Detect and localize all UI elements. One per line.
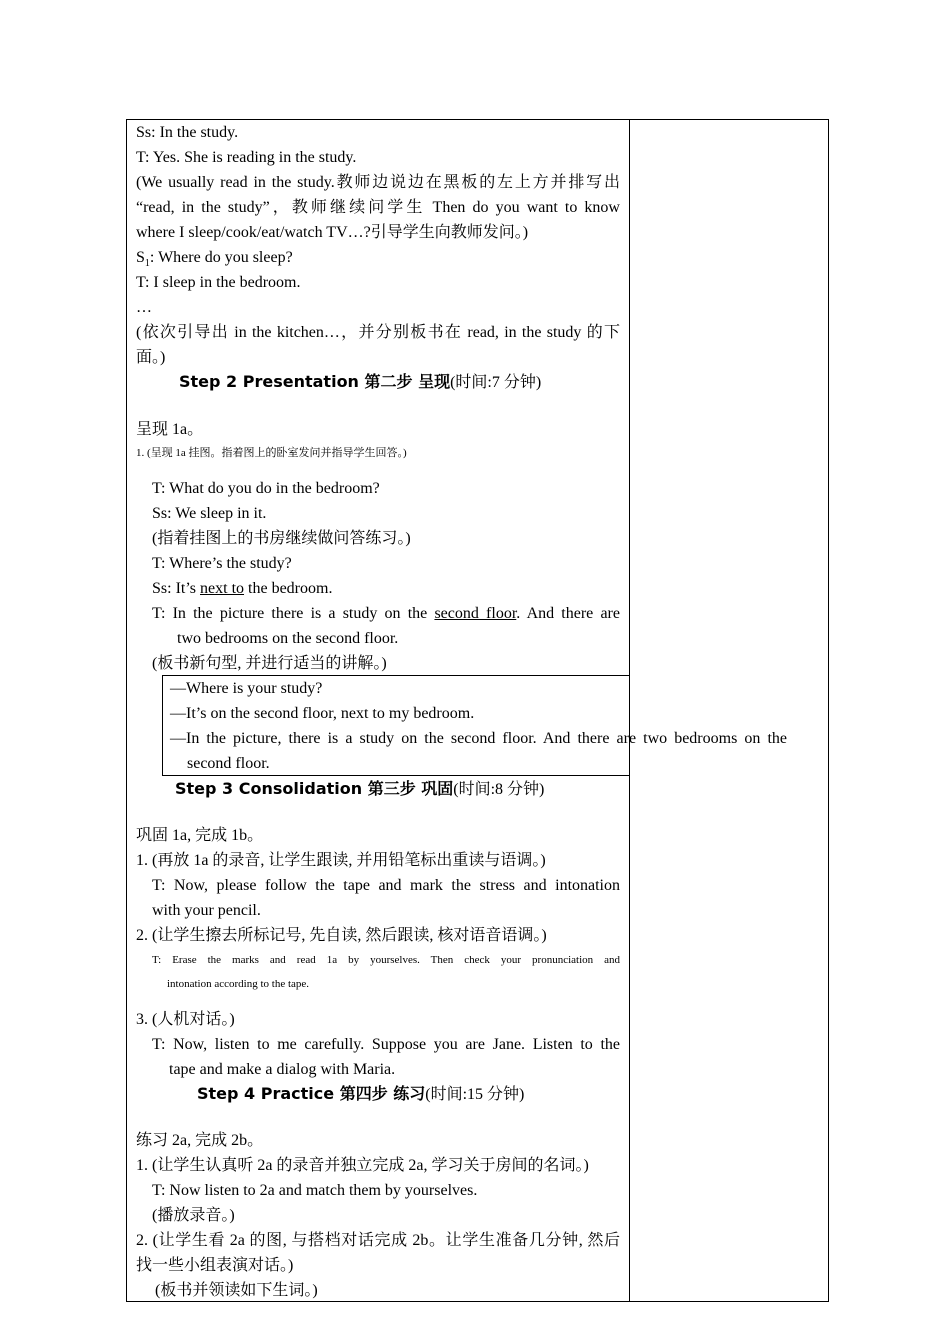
- text-line: Ss: We sleep in it.: [152, 505, 267, 522]
- line-text: . And there are: [516, 605, 620, 622]
- text-line: T: Now listen to 2a and match them by yourselves.: [152, 1182, 478, 1199]
- board-line: —It’s on the second floor, next to my bedroom.: [170, 705, 475, 722]
- board-line: —Where is your study?: [170, 680, 323, 697]
- underlined-phrase: next to: [200, 580, 245, 597]
- text-line: T: Now, please follow the tape and mark the stress and intonation: [152, 877, 620, 894]
- text-line: 练习 2a, 完成 2b。: [136, 1132, 264, 1149]
- step-2-heading: [179, 369, 541, 395]
- text-line: 面。): [136, 349, 166, 366]
- text-line: (指着挂图上的书房继续做问答练习。): [152, 530, 411, 547]
- text-line: 呈现 1a。: [136, 421, 204, 438]
- text-line: tape and make a dialog with Maria.: [169, 1061, 396, 1078]
- board-line: second floor.: [187, 755, 270, 772]
- text-line: (依次引导出 in the kitchen…，并分别板书在 read, in the study 的下: [136, 324, 620, 341]
- step-time: (时间:8 分钟): [453, 781, 545, 798]
- line-text: Ss: It’s: [152, 580, 201, 597]
- step-time: (时间:7 分钟): [450, 374, 542, 391]
- text-line: 1. (再放 1a 的录音, 让学生跟读, 并用铅笔标出重读与语调。): [136, 852, 546, 869]
- line-text: T: In the picture there is a study on the: [152, 605, 435, 622]
- step-title: Step 4 Practice 第四步 练习: [197, 1084, 426, 1103]
- board-line: —In the picture, there is a study on the second floor. And there are two bedrooms on the: [170, 730, 787, 747]
- text-line: 1. (呈现 1a 挂图。指着图上的卧室发问并指导学生回答。): [136, 447, 407, 459]
- text-line: T: Yes. She is reading in the study.: [136, 149, 357, 166]
- text-line: [136, 245, 293, 270]
- text-line: [152, 576, 332, 601]
- text-line: (板书并领读如下生词。): [155, 1282, 318, 1299]
- underlined-phrase: second floor: [434, 605, 517, 622]
- text-line: Ss: In the study.: [136, 124, 239, 141]
- text-line: 2. (让学生看 2a 的图, 与搭档对话完成 2b。让学生准备几分钟, 然后: [136, 1232, 620, 1249]
- text-line: “read, in the study”，教师继续问学生 Then do you want to know: [136, 199, 620, 216]
- text-line: 2. (让学生擦去所标记号, 先自读, 然后跟读, 核对语音语调。): [136, 927, 547, 944]
- step-title: Step 2 Presentation 第二步 呈现: [179, 372, 451, 391]
- step-title: Step 3 Consolidation 第三步 巩固: [175, 779, 454, 798]
- line-text: the bedroom.: [244, 580, 333, 597]
- step-4-heading: [197, 1081, 524, 1107]
- text-line: (We usually read in the study.教师边说边在黑板的左上方并排写出: [136, 174, 620, 191]
- text-line: T: Where’s the study?: [152, 555, 292, 572]
- text-line: 1. (让学生认真听 2a 的录音并独立完成 2a, 学习关于房间的名词。): [136, 1157, 589, 1174]
- text-line: …: [136, 299, 152, 316]
- text-line: T: What do you do in the bedroom?: [152, 480, 380, 497]
- speaker-label: S: [136, 249, 145, 266]
- text-line: where I sleep/cook/eat/watch TV…?引导学生向教师发问。): [136, 224, 529, 241]
- text-line: 巩固 1a, 完成 1b。: [136, 827, 264, 844]
- text-line: intonation according to the tape.: [167, 978, 310, 990]
- text-line: T: I sleep in the bedroom.: [136, 274, 301, 291]
- text-line: (板书新句型, 并进行适当的讲解。): [152, 655, 387, 672]
- step-3-heading: [175, 776, 544, 802]
- text-line: [152, 601, 620, 626]
- speaker-subscript: 1: [144, 258, 150, 270]
- line-text: : Where do you sleep?: [149, 249, 293, 266]
- text-line: (播放录音。): [152, 1207, 235, 1224]
- text-line: with your pencil.: [152, 902, 261, 919]
- text-line: T: Erase the marks and read 1a by yourselves. Then check your pronunciation and: [152, 954, 620, 966]
- text-line: 找一些小组表演对话。): [136, 1257, 294, 1274]
- text-line: T: Now, listen to me carefully. Suppose you are Jane. Listen to the: [152, 1036, 620, 1053]
- text-line: two bedrooms on the second floor.: [177, 630, 399, 647]
- text-line: 3. (人机对话。): [136, 1011, 235, 1028]
- step-time: (时间:15 分钟): [425, 1086, 525, 1103]
